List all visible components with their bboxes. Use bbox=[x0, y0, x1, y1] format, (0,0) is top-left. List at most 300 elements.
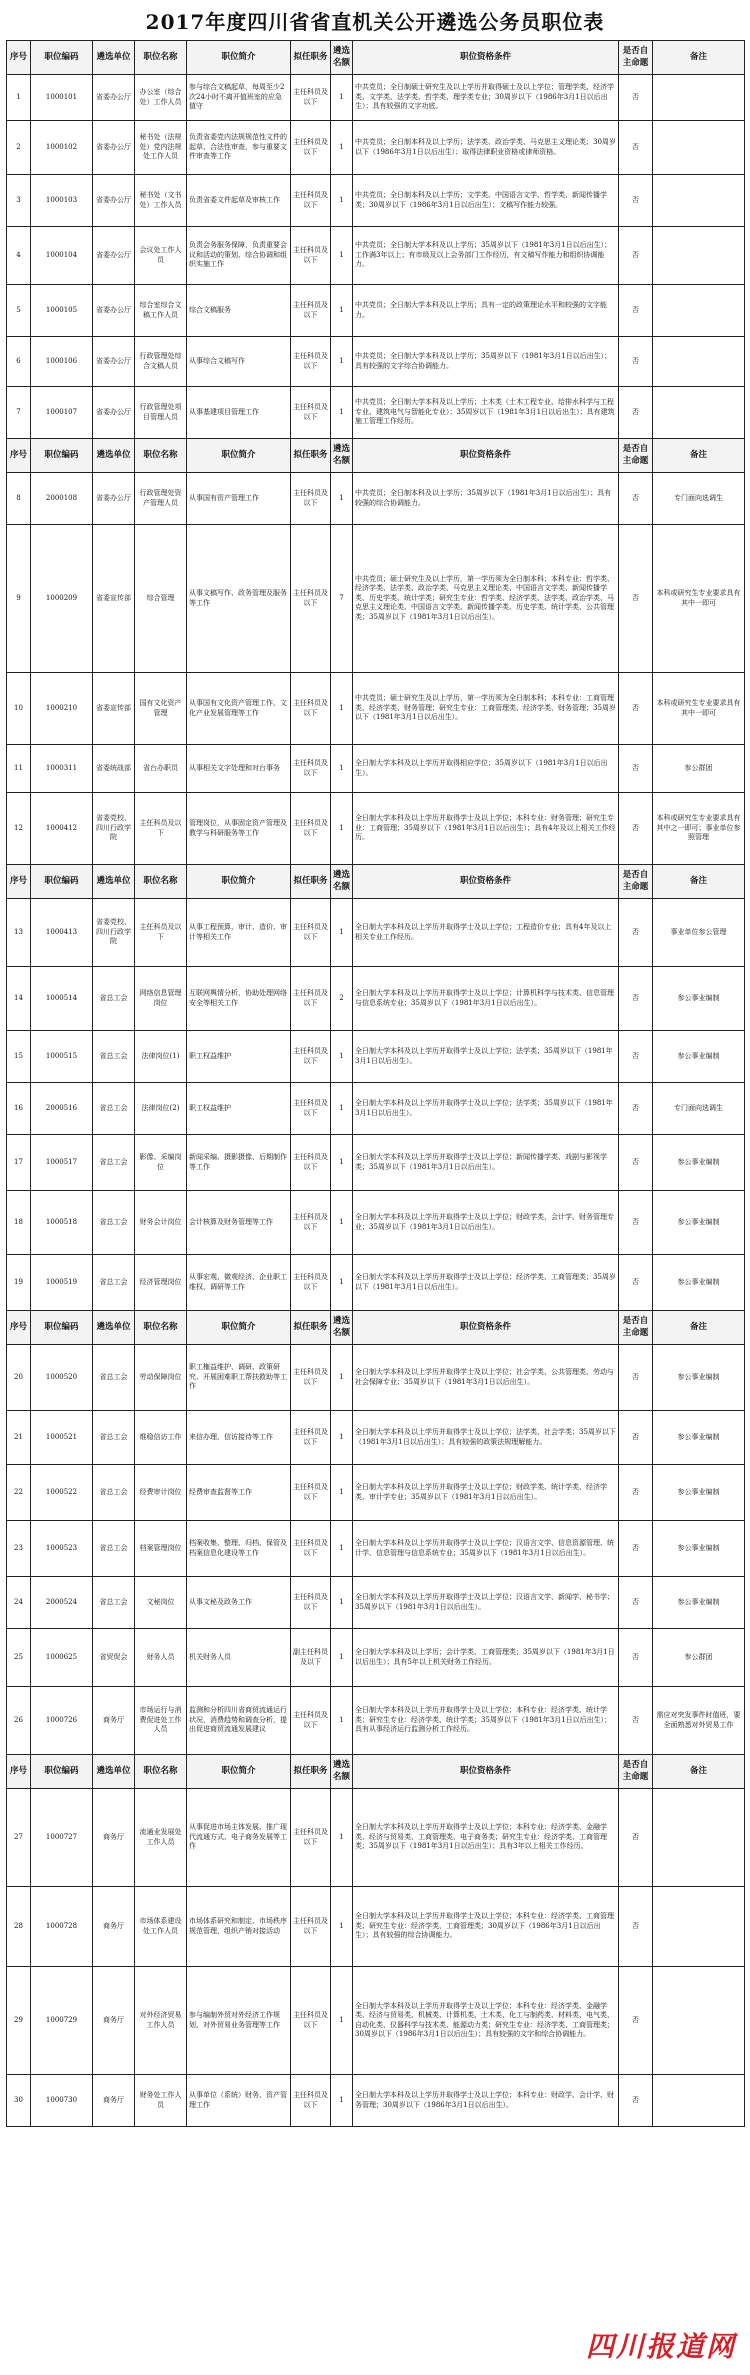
table-row bbox=[7, 227, 745, 285]
self-exam: 否 bbox=[619, 121, 653, 175]
position-code: 1000521 bbox=[31, 1411, 93, 1465]
position-code: 2000108 bbox=[31, 473, 93, 525]
remarks bbox=[653, 285, 745, 337]
proposed-duty: 主任科员及以下 bbox=[291, 2075, 331, 2127]
selecting-unit: 省委办公厅 bbox=[93, 227, 135, 285]
proposed-duty: 主任科员及以下 bbox=[291, 285, 331, 337]
remarks: 参公事业编制 bbox=[653, 1465, 745, 1521]
table-row bbox=[7, 1687, 745, 1755]
position-name: 文秘岗位 bbox=[135, 1577, 187, 1629]
selecting-unit: 省委办公厅 bbox=[93, 285, 135, 337]
position-name: 行政管理处综合文稿人员 bbox=[135, 337, 187, 387]
self-exam: 否 bbox=[619, 175, 653, 227]
selecting-unit: 商务厅 bbox=[93, 1789, 135, 1887]
quota: 1 bbox=[331, 1521, 353, 1577]
table-header-row bbox=[7, 439, 745, 473]
table-row bbox=[7, 1135, 745, 1191]
position-name: 主任科员及以下 bbox=[135, 793, 187, 865]
header-cell: 职位名称 bbox=[135, 865, 187, 899]
position-intro: 从事综合文稿写作 bbox=[187, 337, 291, 387]
header-cell: 遴选单位 bbox=[93, 41, 135, 75]
header-cell: 是否自主命题 bbox=[619, 865, 653, 899]
position-code: 1000729 bbox=[31, 1967, 93, 2075]
selecting-unit: 省总工会 bbox=[93, 1031, 135, 1083]
qualification: 全日制大学本科及以上学历并取得学士及以上学位；经济学类、工商管理类；35周岁以下（1981年3月1日以后出生）。 bbox=[353, 1255, 619, 1311]
position-intro: 职工权益维护 bbox=[187, 1031, 291, 1083]
proposed-duty: 主任科员及以下 bbox=[291, 337, 331, 387]
header-cell: 遴选名额 bbox=[331, 41, 353, 75]
remarks: 事业单位参公管理 bbox=[653, 899, 745, 967]
table-row bbox=[7, 1411, 745, 1465]
proposed-duty: 主任科员及以下 bbox=[291, 1083, 331, 1135]
position-intro: 负责省委党内法规规范性文件的起草、合法性审查，参与重要文件审查等工作 bbox=[187, 121, 291, 175]
position-intro: 从事促进市场主体发展、推广现代流通方式、电子商务发展等工作 bbox=[187, 1789, 291, 1887]
position-code: 2000516 bbox=[31, 1083, 93, 1135]
position-name: 市场运行与消费促进处工作人员 bbox=[135, 1687, 187, 1755]
position-code: 1000103 bbox=[31, 175, 93, 227]
quota: 1 bbox=[331, 793, 353, 865]
quota: 1 bbox=[331, 1629, 353, 1687]
qualification: 全日制大学本科及以上学历并取得学士及以上学位；法学类；35周岁以下（1981年3月1日以后出生）。 bbox=[353, 1083, 619, 1135]
position-name: 综合室综合文稿工作人员 bbox=[135, 285, 187, 337]
header-cell: 遴选单位 bbox=[93, 1311, 135, 1345]
position-code: 1000523 bbox=[31, 1521, 93, 1577]
qualification: 全日制大学本科及以上学历；会计学类、工商管理类；35周岁以下（1981年3月1日以后出生）；具有5年以上机关财务工作经历。 bbox=[353, 1629, 619, 1687]
row-number: 24 bbox=[7, 1577, 31, 1629]
remarks: 本科或研究生专业要求具有其中一即可 bbox=[653, 673, 745, 745]
row-number: 4 bbox=[7, 227, 31, 285]
header-cell: 职位资格条件 bbox=[353, 1755, 619, 1789]
selecting-unit: 省总工会 bbox=[93, 1191, 135, 1255]
header-cell: 是否自主命题 bbox=[619, 439, 653, 473]
header-cell: 职位名称 bbox=[135, 1311, 187, 1345]
qualification: 全日制大学本科及以上学历并取得学士及以上学位；计算机科学与技术类、信息管理与信息系统专业；35周岁以下（1981年3月1日以后出生）。 bbox=[353, 967, 619, 1031]
qualification: 全日制大学本科及以上学历并取得学士及以上学位；工程造价专业；具有4年及以上相关专业工作经历。 bbox=[353, 899, 619, 967]
self-exam: 否 bbox=[619, 1345, 653, 1411]
position-intro: 负责省委文件起草及审核工作 bbox=[187, 175, 291, 227]
header-cell: 职位资格条件 bbox=[353, 865, 619, 899]
quota: 1 bbox=[331, 227, 353, 285]
table-row bbox=[7, 1577, 745, 1629]
table-row bbox=[7, 899, 745, 967]
selecting-unit: 省总工会 bbox=[93, 1465, 135, 1521]
quota: 1 bbox=[331, 473, 353, 525]
quota: 1 bbox=[331, 2075, 353, 2127]
remarks: 参公群团 bbox=[653, 1629, 745, 1687]
proposed-duty: 主任科员及以下 bbox=[291, 1135, 331, 1191]
row-number: 28 bbox=[7, 1887, 31, 1967]
self-exam: 否 bbox=[619, 387, 653, 439]
header-cell: 遴选单位 bbox=[93, 439, 135, 473]
row-number: 7 bbox=[7, 387, 31, 439]
remarks bbox=[653, 2075, 745, 2127]
self-exam: 否 bbox=[619, 1135, 653, 1191]
self-exam: 否 bbox=[619, 745, 653, 793]
row-number: 14 bbox=[7, 967, 31, 1031]
row-number: 2 bbox=[7, 121, 31, 175]
row-number: 11 bbox=[7, 745, 31, 793]
header-cell: 职位编码 bbox=[31, 439, 93, 473]
position-code: 1000515 bbox=[31, 1031, 93, 1083]
self-exam: 否 bbox=[619, 1465, 653, 1521]
header-cell: 是否自主命题 bbox=[619, 41, 653, 75]
header-cell: 备注 bbox=[653, 1755, 745, 1789]
header-cell: 遴选单位 bbox=[93, 865, 135, 899]
position-intro: 监测和分析四川省商贸流通运行状况，消费趋势和调查分析，提出促进商贸流通发展建议 bbox=[187, 1687, 291, 1755]
position-intro: 新闻采编、摄影摄像、后期制作等工作 bbox=[187, 1135, 291, 1191]
qualification: 中共党员；全日制本科及以上学历；文学类、中国语言文学、哲学类、新闻传播学类；30周岁以下（1986年3月1日以后出生）；文稿写作能力较强。 bbox=[353, 175, 619, 227]
qualification: 全日制大学本科及以上学历并取得学士及以上学位；本科专业：经济学类、金融学类、经济与贸易类、机械类、计算机类、土木类、化工与制药类、材料类、电气类、自动化类、仪器科学与技术类、能源动力类；研究生专业：经济学类、工商管理类；30周岁以下（1986年3月1日以后出生）；具有较强的文字和综合协调能力。 bbox=[353, 1967, 619, 2075]
position-code: 1000412 bbox=[31, 793, 93, 865]
position-intro: 来信办理、信访接待等工作 bbox=[187, 1411, 291, 1465]
position-name: 主任科员及以下 bbox=[135, 899, 187, 967]
position-intro: 从事单位（系统）财务、资产管理工作 bbox=[187, 2075, 291, 2127]
proposed-duty: 主任科员及以下 bbox=[291, 1255, 331, 1311]
header-cell: 职位简介 bbox=[187, 865, 291, 899]
remarks: 参公事业编制 bbox=[653, 1191, 745, 1255]
remarks: 参公事业编制 bbox=[653, 1577, 745, 1629]
self-exam: 否 bbox=[619, 1083, 653, 1135]
header-cell: 拟任职务 bbox=[291, 865, 331, 899]
position-code: 1000519 bbox=[31, 1255, 93, 1311]
table-row bbox=[7, 1967, 745, 2075]
table-row bbox=[7, 1521, 745, 1577]
table-row bbox=[7, 1465, 745, 1521]
position-code: 1000522 bbox=[31, 1465, 93, 1521]
remarks: 参公事业编制 bbox=[653, 1345, 745, 1411]
header-cell: 职位简介 bbox=[187, 1755, 291, 1789]
selecting-unit: 省总工会 bbox=[93, 1577, 135, 1629]
position-name: 市场体系建设处工作人员 bbox=[135, 1887, 187, 1967]
row-number: 13 bbox=[7, 899, 31, 967]
position-intro: 从事国有文化资产管理工作，文化产业发展管理等工作 bbox=[187, 673, 291, 745]
table-row bbox=[7, 1191, 745, 1255]
header-cell: 职位简介 bbox=[187, 439, 291, 473]
qualification: 全日制大学本科及以上学历并取得学士及以上学位；财政学类、统计学类、经济学类、审计学专业；35周岁以下（1981年3月1日以后出生）。 bbox=[353, 1465, 619, 1521]
remarks bbox=[653, 121, 745, 175]
position-name: 秘书处（文书处）工作人员 bbox=[135, 175, 187, 227]
position-name: 对外经济贸易工作人员 bbox=[135, 1967, 187, 2075]
remarks: 参公事业编制 bbox=[653, 1135, 745, 1191]
table-row bbox=[7, 285, 745, 337]
table-row bbox=[7, 967, 745, 1031]
position-code: 1000210 bbox=[31, 673, 93, 745]
selecting-unit: 省委统战部 bbox=[93, 745, 135, 793]
position-intro: 参与综合文稿起草，每周至少2次24小时不离开值班室的应急值守 bbox=[187, 75, 291, 121]
qualification: 全日制大学本科及以上学历并取得学士及以上学位；本科专业：经济学类、统计学类；研究生专业：经济学类、统计学类；35周岁以下（1981年3月1日以后出生）；具有从事经济运行监测分析工作经历。 bbox=[353, 1687, 619, 1755]
row-number: 17 bbox=[7, 1135, 31, 1191]
position-code: 1000105 bbox=[31, 285, 93, 337]
quota: 1 bbox=[331, 75, 353, 121]
table-row bbox=[7, 337, 745, 387]
position-name: 行政管理处资产管理人员 bbox=[135, 473, 187, 525]
remarks: 本科或研究生专业要求具有其中一即可 bbox=[653, 525, 745, 673]
header-cell: 职位名称 bbox=[135, 439, 187, 473]
selecting-unit: 省总工会 bbox=[93, 1255, 135, 1311]
table-row bbox=[7, 1255, 745, 1311]
self-exam: 否 bbox=[619, 1577, 653, 1629]
position-name: 劳动保障岗位 bbox=[135, 1345, 187, 1411]
header-cell: 是否自主命题 bbox=[619, 1311, 653, 1345]
header-cell: 遴选单位 bbox=[93, 1755, 135, 1789]
qualification: 中共党员；硕士研究生及以上学历，第一学历须为全日制本科；本科专业：哲学类、经济学类、法学类、政治学类、马克思主义理论类、中国语言文学类、新闻传播学类、历史学类、统计学类；研究生专业：哲学类、经济学类、法学类、政治学类、马克思主义理论类、中国语言文学类、新闻传播学类、历史学类、统计学类、公共管理类；35周岁以下（1981年3月1日以后出生）。 bbox=[353, 525, 619, 673]
header-cell: 备注 bbox=[653, 865, 745, 899]
qualification: 中共党员；全日制大学本科及以上学历；具有一定的政策理论水平和较强的文字能力。 bbox=[353, 285, 619, 337]
remarks bbox=[653, 227, 745, 285]
row-number: 1 bbox=[7, 75, 31, 121]
position-code: 1000625 bbox=[31, 1629, 93, 1687]
quota: 1 bbox=[331, 899, 353, 967]
position-code: 1000728 bbox=[31, 1887, 93, 1967]
self-exam: 否 bbox=[619, 1629, 653, 1687]
row-number: 30 bbox=[7, 2075, 31, 2127]
self-exam: 否 bbox=[619, 967, 653, 1031]
table-row bbox=[7, 2075, 745, 2127]
selecting-unit: 商务厅 bbox=[93, 2075, 135, 2127]
proposed-duty: 主任科员及以下 bbox=[291, 967, 331, 1031]
qualification: 全日制大学本科及以上学历并取得学士及以上学位；汉语言文学、新闻学、秘书学；35周岁以下（1981年3月1日以后出生）。 bbox=[353, 1577, 619, 1629]
quota: 1 bbox=[331, 1789, 353, 1887]
selecting-unit: 省委办公厅 bbox=[93, 75, 135, 121]
quota: 1 bbox=[331, 1083, 353, 1135]
position-intro: 从事文秘及政务工作 bbox=[187, 1577, 291, 1629]
qualification: 中共党员；全日制本科及以上学历；法学类、政治学类、马克思主义理论类；30周岁以下（1986年3月1日以后出生）；取得法律职业资格或律师资格。 bbox=[353, 121, 619, 175]
position-name: 网络信息管理岗位 bbox=[135, 967, 187, 1031]
position-name: 经济管理岗位 bbox=[135, 1255, 187, 1311]
header-cell: 备注 bbox=[653, 439, 745, 473]
row-number: 16 bbox=[7, 1083, 31, 1135]
qualification: 全日制大学本科及以上学历并取得学士及以上学位；本科专业：财政学、会计学、财务管理；30周岁以下（1986年3月1日以后出生）。 bbox=[353, 2075, 619, 2127]
position-name: 档案管理岗位 bbox=[135, 1521, 187, 1577]
qualification: 中共党员；全日制大学本科及以上学历；35周岁以下（1981年3月1日以后出生）；工作满3年以上；有市级及以上会务部门工作经历，有文稿写作能力和组织协调能力。 bbox=[353, 227, 619, 285]
remarks bbox=[653, 387, 745, 439]
position-name: 会议处工作人员 bbox=[135, 227, 187, 285]
remarks bbox=[653, 337, 745, 387]
proposed-duty: 主任科员及以下 bbox=[291, 1521, 331, 1577]
self-exam: 否 bbox=[619, 473, 653, 525]
qualification: 中共党员；硕士研究生及以上学历，第一学历须为全日制本科；本科专业：工商管理类、经济学类、财务管理；研究生专业：工商管理类、经济学类、财务管理；35周岁以下（1981年3月1日以后出生）。 bbox=[353, 673, 619, 745]
quota: 7 bbox=[331, 525, 353, 673]
position-name: 财务会计岗位 bbox=[135, 1191, 187, 1255]
header-cell: 遴选名额 bbox=[331, 1311, 353, 1345]
header-cell: 拟任职务 bbox=[291, 1311, 331, 1345]
self-exam: 否 bbox=[619, 2075, 653, 2127]
selecting-unit: 省总工会 bbox=[93, 967, 135, 1031]
position-name: 省台办职员 bbox=[135, 745, 187, 793]
remarks: 参公事业编制 bbox=[653, 1255, 745, 1311]
position-intro: 从事工程预算、审计、造价、审计等相关工作 bbox=[187, 899, 291, 967]
table-header-row bbox=[7, 1755, 745, 1789]
self-exam: 否 bbox=[619, 1687, 653, 1755]
position-code: 1000518 bbox=[31, 1191, 93, 1255]
self-exam: 否 bbox=[619, 227, 653, 285]
remarks: 专门面向选调生 bbox=[653, 1083, 745, 1135]
selecting-unit: 省委办公厅 bbox=[93, 387, 135, 439]
remarks bbox=[653, 1967, 745, 2075]
position-table bbox=[6, 40, 745, 2127]
position-code: 1000726 bbox=[31, 1687, 93, 1755]
position-name: 法律岗位(2) bbox=[135, 1083, 187, 1135]
quota: 1 bbox=[331, 1031, 353, 1083]
position-name: 经费审计岗位 bbox=[135, 1465, 187, 1521]
self-exam: 否 bbox=[619, 1191, 653, 1255]
proposed-duty: 主任科员及以下 bbox=[291, 227, 331, 285]
selecting-unit: 省委办公厅 bbox=[93, 337, 135, 387]
qualification: 全日制大学本科及以上学历并取得学士及以上学位；新闻传播学类、戏剧与影视学类；35周岁以下（1981年3月1日以后出生）。 bbox=[353, 1135, 619, 1191]
selecting-unit: 商务厅 bbox=[93, 1887, 135, 1967]
table-row bbox=[7, 387, 745, 439]
row-number: 18 bbox=[7, 1191, 31, 1255]
position-code: 1000102 bbox=[31, 121, 93, 175]
selecting-unit: 省委办公厅 bbox=[93, 473, 135, 525]
table-row bbox=[7, 525, 745, 673]
remarks: 参公事业编制 bbox=[653, 1411, 745, 1465]
quota: 2 bbox=[331, 967, 353, 1031]
self-exam: 否 bbox=[619, 1887, 653, 1967]
header-cell: 序号 bbox=[7, 865, 31, 899]
row-number: 29 bbox=[7, 1967, 31, 2075]
table-row bbox=[7, 175, 745, 227]
row-number: 5 bbox=[7, 285, 31, 337]
row-number: 8 bbox=[7, 473, 31, 525]
table-header-row bbox=[7, 41, 745, 75]
qualification: 全日制大学本科及以上学历并取得学士及以上学位；本科专业：财务管理；研究生专业：工商管理；35周岁以下（1981年3月1日以后出生）；具有4年及以上相关工作经历。 bbox=[353, 793, 619, 865]
table-row bbox=[7, 1345, 745, 1411]
position-code: 1000517 bbox=[31, 1135, 93, 1191]
selecting-unit: 省委宣传部 bbox=[93, 525, 135, 673]
self-exam: 否 bbox=[619, 793, 653, 865]
proposed-duty: 副主任科员及以下 bbox=[291, 1629, 331, 1687]
proposed-duty: 主任科员及以下 bbox=[291, 1577, 331, 1629]
quota: 1 bbox=[331, 175, 353, 227]
position-name: 秘书处（法规处）党内法规处工作人员 bbox=[135, 121, 187, 175]
position-intro: 机关财务人员 bbox=[187, 1629, 291, 1687]
position-intro: 从事宏观、微观经济、企业职工维权、调研等工作 bbox=[187, 1255, 291, 1311]
position-intro: 职工権益维护、调研、政策研究、开展困难职工帮扶救助等工作 bbox=[187, 1345, 291, 1411]
table-header-row bbox=[7, 865, 745, 899]
remarks: 专门面向选调生 bbox=[653, 473, 745, 525]
proposed-duty: 主任科员及以下 bbox=[291, 1967, 331, 2075]
selecting-unit: 省贸促会 bbox=[93, 1629, 135, 1687]
quota: 1 bbox=[331, 387, 353, 439]
table-row bbox=[7, 745, 745, 793]
quota: 1 bbox=[331, 1887, 353, 1967]
quota: 1 bbox=[331, 337, 353, 387]
proposed-duty: 主任科员及以下 bbox=[291, 1687, 331, 1755]
position-intro: 从事国有资产管理工作 bbox=[187, 473, 291, 525]
table-row bbox=[7, 1083, 745, 1135]
self-exam: 否 bbox=[619, 285, 653, 337]
row-number: 22 bbox=[7, 1465, 31, 1521]
page-title: 2017年度四川省省直机关公开遴选公务员职位表 bbox=[145, 10, 605, 34]
position-name: 影像、采编岗位 bbox=[135, 1135, 187, 1191]
remarks: 参公事业编制 bbox=[653, 1521, 745, 1577]
quota: 1 bbox=[331, 1967, 353, 2075]
header-cell: 遴选名额 bbox=[331, 439, 353, 473]
proposed-duty: 主任科员及以下 bbox=[291, 793, 331, 865]
table-body bbox=[7, 41, 745, 2127]
position-code: 1000311 bbox=[31, 745, 93, 793]
quota: 1 bbox=[331, 1255, 353, 1311]
row-number: 6 bbox=[7, 337, 31, 387]
position-intro: 从事文稿写作、政务管理及服务等工作 bbox=[187, 525, 291, 673]
remarks bbox=[653, 175, 745, 227]
header-cell: 序号 bbox=[7, 41, 31, 75]
selecting-unit: 省总工会 bbox=[93, 1411, 135, 1465]
row-number: 15 bbox=[7, 1031, 31, 1083]
header-cell: 职位简介 bbox=[187, 41, 291, 75]
remarks bbox=[653, 1887, 745, 1967]
remarks: 参公事业编制 bbox=[653, 967, 745, 1031]
position-intro: 经费审查监督等工作 bbox=[187, 1465, 291, 1521]
proposed-duty: 主任科员及以下 bbox=[291, 899, 331, 967]
remarks: 需应对突发事件时值班，要全面熟悉对外贸易工作 bbox=[653, 1687, 745, 1755]
row-number: 27 bbox=[7, 1789, 31, 1887]
self-exam: 否 bbox=[619, 75, 653, 121]
table-row bbox=[7, 473, 745, 525]
qualification: 全日制大学本科及以上学历并取得学士及以上学位；汉语言文学、信息资源管理、统计学、信息管理与信息系统专业；35周岁以下（1981年3月1日以后出生）。 bbox=[353, 1521, 619, 1577]
quota: 1 bbox=[331, 1687, 353, 1755]
self-exam: 否 bbox=[619, 899, 653, 967]
position-code: 1000209 bbox=[31, 525, 93, 673]
table-row bbox=[7, 1789, 745, 1887]
row-number: 3 bbox=[7, 175, 31, 227]
proposed-duty: 主任科员及以下 bbox=[291, 1887, 331, 1967]
row-number: 20 bbox=[7, 1345, 31, 1411]
row-number: 21 bbox=[7, 1411, 31, 1465]
qualification: 全日制大学本科及以上学历并取得相应学位；35周岁以下（1981年3月1日以后出生）。 bbox=[353, 745, 619, 793]
header-cell: 职位资格条件 bbox=[353, 1311, 619, 1345]
row-number: 12 bbox=[7, 793, 31, 865]
selecting-unit: 省总工会 bbox=[93, 1345, 135, 1411]
remarks: 参公群团 bbox=[653, 745, 745, 793]
qualification: 全日制大学本科及以上学历并取得学士及以上学位；本科专业：经济学类、工商管理类；研究生专业：经济学类、工商管理类；30周岁以下（1986年3月1日以后出生）；具有较强的综合协调能力。 bbox=[353, 1887, 619, 1967]
position-intro: 会计核算及财务管理等工作 bbox=[187, 1191, 291, 1255]
position-intro: 参与编制外贸对外经济工作规划，对外贸易业务管理等工作 bbox=[187, 1967, 291, 2075]
quota: 1 bbox=[331, 121, 353, 175]
proposed-duty: 主任科员及以下 bbox=[291, 1191, 331, 1255]
header-cell: 拟任职务 bbox=[291, 41, 331, 75]
self-exam: 否 bbox=[619, 1521, 653, 1577]
position-name: 国有文化资产管理 bbox=[135, 673, 187, 745]
row-number: 23 bbox=[7, 1521, 31, 1577]
proposed-duty: 主任科员及以下 bbox=[291, 525, 331, 673]
header-cell: 备注 bbox=[653, 41, 745, 75]
table-header-row bbox=[7, 1311, 745, 1345]
position-intro: 职工权益维护 bbox=[187, 1083, 291, 1135]
header-cell: 职位资格条件 bbox=[353, 41, 619, 75]
position-intro: 从事相关文字处理和对台事务 bbox=[187, 745, 291, 793]
quota: 1 bbox=[331, 285, 353, 337]
position-code: 1000106 bbox=[31, 337, 93, 387]
selecting-unit: 商务厅 bbox=[93, 1967, 135, 2075]
row-number: 10 bbox=[7, 673, 31, 745]
header-cell: 是否自主命题 bbox=[619, 1755, 653, 1789]
proposed-duty: 主任科员及以下 bbox=[291, 1345, 331, 1411]
row-number: 25 bbox=[7, 1629, 31, 1687]
position-intro: 档案收集、整理、归档、保管及档案信息化建设等工作 bbox=[187, 1521, 291, 1577]
header-cell: 职位资格条件 bbox=[353, 439, 619, 473]
self-exam: 否 bbox=[619, 1031, 653, 1083]
position-code: 2000524 bbox=[31, 1577, 93, 1629]
position-intro: 从事基建项目管理工作 bbox=[187, 387, 291, 439]
qualification: 全日制大学本科及以上学历并取得学士及以上学位；本科专业：经济学类、金融学类、经济与贸易类、工商管理类、电子商务类；研究生专业：经济学类、工商管理类；35周岁以下（1981年3月1日以后出生）；具有3年以上相关工作经历。 bbox=[353, 1789, 619, 1887]
remarks: 本科或研究生专业要求具有其中之一即可；事业单位参照管理 bbox=[653, 793, 745, 865]
self-exam: 否 bbox=[619, 525, 653, 673]
header-cell: 序号 bbox=[7, 1755, 31, 1789]
selecting-unit: 商务厅 bbox=[93, 1687, 135, 1755]
remarks: 参公事业编制 bbox=[653, 1031, 745, 1083]
